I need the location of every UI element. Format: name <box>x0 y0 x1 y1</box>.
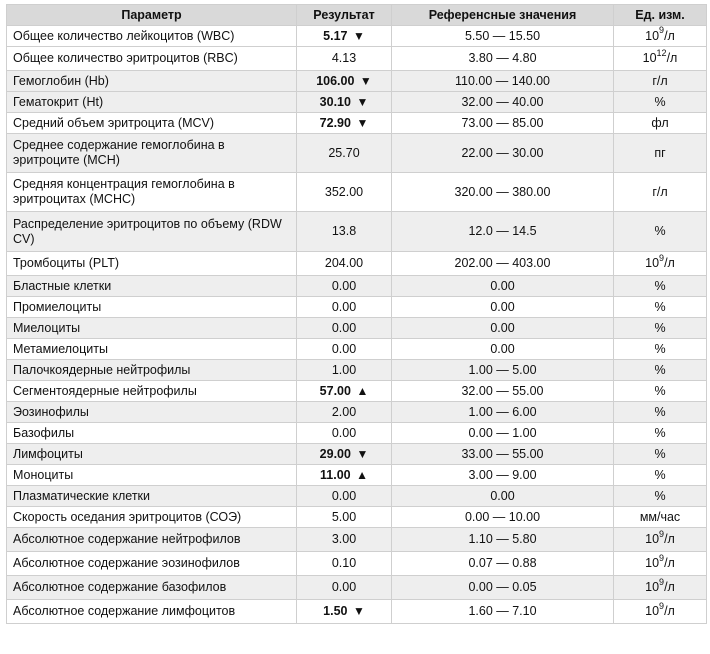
result-value: 0.00 <box>297 339 392 360</box>
unit: $10^9/л$ <box>614 26 707 47</box>
table-row <box>7 173 707 212</box>
table-row <box>7 134 707 173</box>
ref-range: 0.00 <box>392 339 614 360</box>
result-value: 25.70 <box>297 134 392 173</box>
table-row <box>7 552 707 576</box>
param-name: Общее количество лейкоцитов (WBC) <box>7 26 297 47</box>
unit: $10^9/л$ <box>614 252 707 276</box>
unit: % <box>614 486 707 507</box>
ref-range: 3.80 — 4.80 <box>392 47 614 71</box>
param-name: Палочкоядерные нейтрофилы <box>7 360 297 381</box>
result-value: 11.00 ▲ <box>297 465 392 486</box>
table-row <box>7 486 707 507</box>
down-arrow-icon: ▼ <box>356 115 369 130</box>
unit: % <box>614 339 707 360</box>
result-value: 106.00 ▼ <box>297 71 392 92</box>
table-row <box>7 212 707 252</box>
param-name: Абсолютное содержание базофилов <box>7 576 297 600</box>
param-name: Метамиелоциты <box>7 339 297 360</box>
table-row <box>7 360 707 381</box>
ref-range: 0.07 — 0.88 <box>392 552 614 576</box>
table-row <box>7 339 707 360</box>
param-name: Абсолютное содержание эозинофилов <box>7 552 297 576</box>
param-name: Средний объем эритроцита (MCV) <box>7 113 297 134</box>
result-value: 5.00 <box>297 507 392 528</box>
table-header-row <box>7 5 707 26</box>
up-arrow-icon: ▲ <box>356 467 368 482</box>
param-name: Распределение эритроцитов по объему (RDW CV) <box>7 212 297 252</box>
ref-range: 0.00 <box>392 276 614 297</box>
ref-range: 1.60 — 7.10 <box>392 600 614 624</box>
ref-range: 202.00 — 403.00 <box>392 252 614 276</box>
ref-range: 32.00 — 55.00 <box>392 381 614 402</box>
table-row <box>7 92 707 113</box>
param-name: Абсолютное содержание нейтрофилов <box>7 528 297 552</box>
param-name: Базофилы <box>7 423 297 444</box>
param-name: Плазматические клетки <box>7 486 297 507</box>
table-row <box>7 528 707 552</box>
unit: $10^9/л$ <box>614 552 707 576</box>
result-value: 0.10 <box>297 552 392 576</box>
result-value: 5.17 ▼ <box>297 26 392 47</box>
param-name: Тромбоциты (PLT) <box>7 252 297 276</box>
table-row <box>7 576 707 600</box>
header-ref: Референсные значения <box>392 5 614 26</box>
result-value: 204.00 <box>297 252 392 276</box>
table-row <box>7 26 707 47</box>
table-row <box>7 47 707 71</box>
ref-range: 33.00 — 55.00 <box>392 444 614 465</box>
table-row <box>7 252 707 276</box>
unit: $10^9/л$ <box>614 528 707 552</box>
result-value: 72.90 ▼ <box>297 113 392 134</box>
ref-range: 0.00 — 0.05 <box>392 576 614 600</box>
table-row <box>7 465 707 486</box>
result-value: 29.00 ▼ <box>297 444 392 465</box>
ref-range: 1.00 — 5.00 <box>392 360 614 381</box>
result-value: 0.00 <box>297 297 392 318</box>
result-value: 0.00 <box>297 318 392 339</box>
table-row <box>7 113 707 134</box>
unit: % <box>614 444 707 465</box>
ref-range: 320.00 — 380.00 <box>392 173 614 212</box>
unit: г/л <box>614 71 707 92</box>
header-result: Результат <box>297 5 392 26</box>
unit: $10^9/л$ <box>614 600 707 624</box>
param-name: Скорость оседания эритроцитов (СОЭ) <box>7 507 297 528</box>
unit: % <box>614 402 707 423</box>
ref-range: 3.00 — 9.00 <box>392 465 614 486</box>
result-value: 57.00 ▲ <box>297 381 392 402</box>
param-name: Общее количество эритроцитов (RBC) <box>7 47 297 71</box>
unit: % <box>614 297 707 318</box>
lab-results-table <box>6 4 707 624</box>
result-value: 0.00 <box>297 486 392 507</box>
ref-range: 0.00 — 1.00 <box>392 423 614 444</box>
unit: % <box>614 212 707 252</box>
table-row <box>7 297 707 318</box>
ref-range: 0.00 <box>392 297 614 318</box>
result-value: 4.13 <box>297 47 392 71</box>
down-arrow-icon: ▼ <box>352 604 365 618</box>
param-name: Средняя концентрация гемоглобина в эритроцитах (MCHC) <box>7 173 297 212</box>
unit: % <box>614 423 707 444</box>
unit: $10^{12}/л$ <box>614 47 707 71</box>
param-name: Среднее содержание гемоглобина в эритроците (MCH) <box>7 134 297 173</box>
unit: мм/час <box>614 507 707 528</box>
unit: г/л <box>614 173 707 212</box>
table-row <box>7 444 707 465</box>
header-unit: Ед. изм. <box>614 5 707 26</box>
ref-range: 0.00 — 10.00 <box>392 507 614 528</box>
result-value: 30.10 ▼ <box>297 92 392 113</box>
table-row <box>7 318 707 339</box>
table-row <box>7 600 707 624</box>
table-row <box>7 71 707 92</box>
param-name: Миелоциты <box>7 318 297 339</box>
down-arrow-icon: ▼ <box>359 73 372 88</box>
down-arrow-icon: ▼ <box>356 446 369 461</box>
param-name: Абсолютное содержание лимфоцитов <box>7 600 297 624</box>
result-value: 1.50 ▼ <box>297 600 392 624</box>
result-value: 13.8 <box>297 212 392 252</box>
result-value: 3.00 <box>297 528 392 552</box>
unit: $10^9/л$ <box>614 576 707 600</box>
result-value: 0.00 <box>297 576 392 600</box>
header-param: Параметр <box>7 5 297 26</box>
table-row <box>7 507 707 528</box>
ref-range: 12.0 — 14.5 <box>392 212 614 252</box>
unit: % <box>614 381 707 402</box>
unit: % <box>614 465 707 486</box>
param-name: Промиелоциты <box>7 297 297 318</box>
ref-range: 0.00 <box>392 318 614 339</box>
unit: фл <box>614 113 707 134</box>
ref-range: 22.00 — 30.00 <box>392 134 614 173</box>
ref-range: 73.00 — 85.00 <box>392 113 614 134</box>
ref-range: 110.00 — 140.00 <box>392 71 614 92</box>
param-name: Лимфоциты <box>7 444 297 465</box>
down-arrow-icon: ▼ <box>356 94 369 109</box>
ref-range: 0.00 <box>392 486 614 507</box>
ref-range: 1.10 — 5.80 <box>392 528 614 552</box>
unit: пг <box>614 134 707 173</box>
param-name: Гемоглобин (Hb) <box>7 71 297 92</box>
ref-range: 32.00 — 40.00 <box>392 92 614 113</box>
result-value: 1.00 <box>297 360 392 381</box>
param-name: Моноциты <box>7 465 297 486</box>
up-arrow-icon: ▲ <box>356 383 369 398</box>
param-name: Эозинофилы <box>7 402 297 423</box>
unit: % <box>614 318 707 339</box>
result-value: 0.00 <box>297 423 392 444</box>
table-row <box>7 381 707 402</box>
result-value: 2.00 <box>297 402 392 423</box>
param-name: Бластные клетки <box>7 276 297 297</box>
down-arrow-icon: ▼ <box>352 28 365 43</box>
lab-results-table-container <box>6 4 706 624</box>
result-value: 0.00 <box>297 276 392 297</box>
result-value: 352.00 <box>297 173 392 212</box>
ref-range: 5.50 — 15.50 <box>392 26 614 47</box>
table-row <box>7 276 707 297</box>
ref-range: 1.00 — 6.00 <box>392 402 614 423</box>
param-name: Гематокрит (Ht) <box>7 92 297 113</box>
param-name: Сегментоядерные нейтрофилы <box>7 381 297 402</box>
unit: % <box>614 92 707 113</box>
unit: % <box>614 276 707 297</box>
table-row <box>7 423 707 444</box>
table-row <box>7 402 707 423</box>
unit: % <box>614 360 707 381</box>
